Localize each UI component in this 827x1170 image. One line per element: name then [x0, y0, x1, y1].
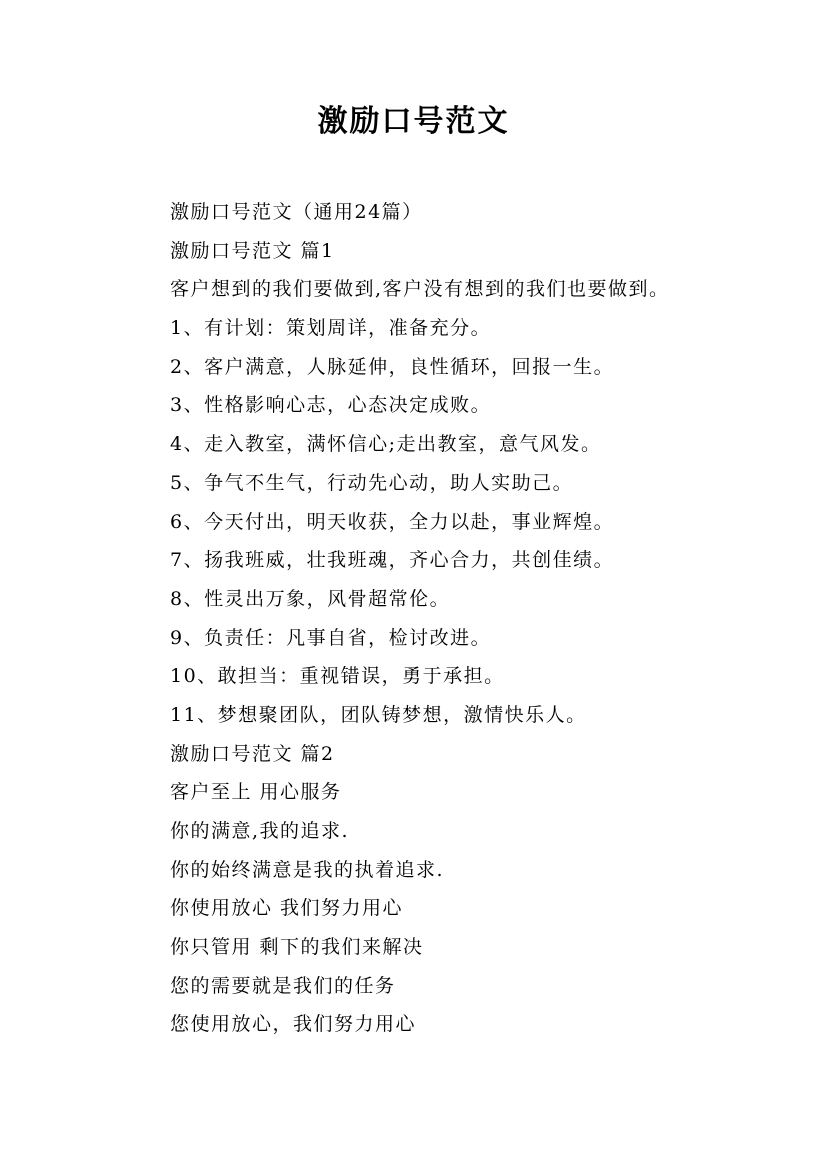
text-line: 7、扬我班威，壮我班魂，齐心合力，共创佳绩。 — [170, 549, 615, 572]
text-line: 你的始终满意是我的执着追求. — [170, 858, 445, 881]
text-line: 你使用放心 我们努力用心 — [170, 897, 404, 920]
text-line: 激励口号范文 篇2 — [170, 742, 335, 765]
text-line: 客户想到的我们要做到,客户没有想到的我们也要做到。 — [170, 278, 670, 301]
text-line: 您的需要就是我们的任务 — [170, 974, 396, 997]
text-line: 客户至上 用心服务 — [170, 781, 342, 804]
text-line: 你只管用 剩下的我们来解决 — [170, 936, 424, 959]
text-line: 激励口号范文（通用24篇） — [170, 201, 423, 223]
text-line: 5、争气不生气，行动先心动，助人实助己。 — [170, 471, 574, 494]
text-line: 您使用放心，我们努力用心 — [170, 1013, 417, 1036]
text-line: 4、走入教室，满怀信心;走出教室，意气风发。 — [170, 433, 602, 456]
text-line: 6、今天付出，明天收获，全力以赴，事业辉煌。 — [170, 510, 615, 533]
document-body — [170, 193, 810, 1044]
text-line: 激励口号范文 篇1 — [170, 239, 335, 262]
document-title: 激励口号范文 — [317, 104, 510, 139]
text-line: 10、敢担当：重视错误，勇于承担。 — [170, 665, 505, 688]
text-line: 3、性格影响心志，心态决定成败。 — [170, 394, 492, 417]
text-line: 2、客户满意，人脉延伸，良性循环，回报一生。 — [170, 355, 615, 378]
text-line: 8、性灵出万象，风骨超常伦。 — [170, 587, 451, 610]
text-line: 9、负责任：凡事自省，检讨改进。 — [170, 626, 492, 649]
text-line: 你的满意,我的追求. — [170, 820, 350, 842]
text-line: 1、有计划：策划周详，准备充分。 — [170, 317, 492, 340]
text-line: 11、梦想聚团队，团队铸梦想，激情快乐人。 — [170, 703, 587, 726]
